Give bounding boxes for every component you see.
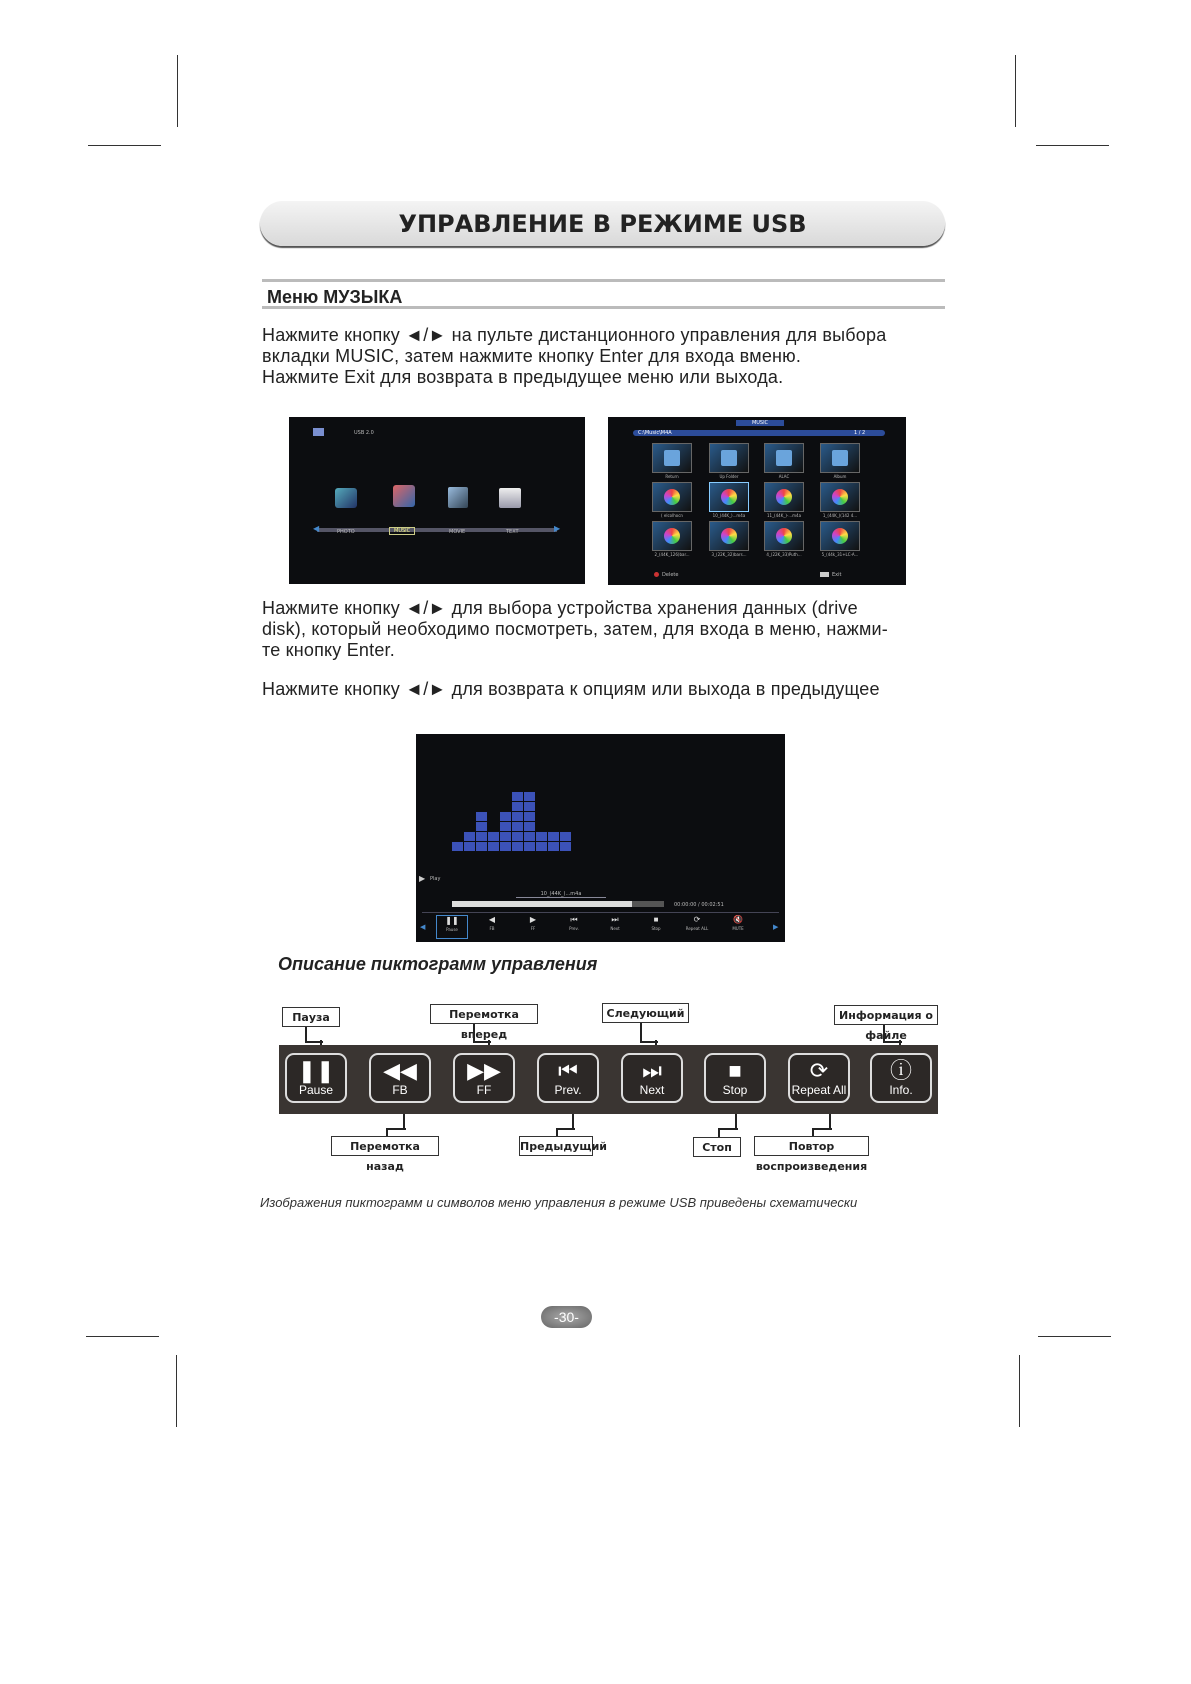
file-tile-label: 4_(22K_33)Puth... [766, 552, 802, 557]
play-icon: ▶ [419, 874, 426, 883]
paragraph-line: Нажмите кнопку ◄/► на пульте дистанционного управления для выбора [262, 325, 887, 345]
control-icon: ◀ [488, 915, 496, 924]
fast-forward-icon: ▶▶ [467, 1058, 501, 1083]
music-file-icon [832, 489, 848, 505]
control-label: MUTE [732, 926, 744, 931]
eq-block [524, 812, 535, 821]
repeat-icon: ⟳ [809, 1058, 829, 1083]
eq-block [524, 802, 535, 811]
browser-tab-label: MUSIC [736, 420, 784, 426]
tab-photo[interactable]: PHOTO [337, 529, 355, 535]
music-icon [393, 485, 415, 507]
eq-block [560, 842, 571, 851]
info-icon: ⓘ [889, 1058, 912, 1083]
button-label: Repeat All [791, 1083, 847, 1097]
button-label: Next [639, 1083, 665, 1097]
file-name: 10_(44K_)...m4a [516, 891, 606, 898]
player-control[interactable] [477, 915, 507, 937]
file-tile-label: Up Folder [719, 474, 739, 479]
control-icon: ❚❚ [445, 916, 459, 925]
music-file-icon [776, 528, 792, 544]
delete-label: Delete [662, 572, 679, 578]
ff-button[interactable] [453, 1053, 515, 1103]
file-tile[interactable] [764, 521, 804, 551]
control-label: Next [610, 926, 620, 931]
paragraph-line: те кнопку Enter. [262, 640, 395, 660]
eq-block [524, 842, 535, 851]
usb-icon [313, 428, 324, 436]
right-arrow-icon[interactable]: ▶ [554, 524, 561, 533]
eq-block [560, 832, 571, 841]
source-label: USB 2.0 [354, 430, 374, 436]
info-button[interactable] [870, 1053, 932, 1103]
file-tile-label: Album [833, 474, 847, 479]
eq-block [536, 842, 547, 851]
control-label: Pause [446, 927, 458, 932]
exit-icon[interactable] [820, 572, 829, 577]
control-label: Repeat ALL [685, 926, 709, 931]
photo-icon [335, 488, 357, 508]
text-icon [499, 488, 521, 508]
status-label: Play [430, 876, 441, 882]
callout-ff: Перемотка вперед [430, 1004, 538, 1024]
file-tile[interactable] [820, 443, 860, 473]
crop-mark [86, 1336, 159, 1337]
callout-pause: Пауза [282, 1007, 340, 1027]
crop-mark [1038, 1336, 1111, 1337]
progress-fill [452, 901, 632, 907]
tab-movie[interactable]: MOVIE [449, 529, 466, 535]
control-label: Prev. [569, 926, 579, 931]
file-tile[interactable] [652, 482, 692, 512]
control-icon: ⏮ [570, 915, 578, 924]
file-tile-label: 2_(44K_126)bar... [654, 552, 690, 557]
eq-block [512, 792, 523, 801]
paragraph-line: Нажмите кнопку ◄/► для выбора устройства хранения данных (drive [262, 598, 858, 618]
skip-back-icon: ⏮ [558, 1058, 578, 1083]
file-tile[interactable] [709, 521, 749, 551]
stop-icon: ■ [728, 1058, 742, 1083]
page-number: -30- [541, 1306, 592, 1328]
instruction-paragraph-3: Нажмите кнопку ◄/► для возврата к опциям или выхода в предыдущее [262, 679, 880, 699]
screenshot-music-player [416, 734, 785, 942]
control-icon: ⟳ [693, 915, 701, 924]
player-control[interactable] [600, 915, 630, 937]
page-indicator: 1 / 2 [854, 430, 866, 436]
left-arrow-icon[interactable]: ◀ [420, 924, 426, 931]
eq-block [464, 832, 475, 841]
paragraph-line: disk), который необходимо посмотреть, затем, для входа в меню, нажми- [262, 619, 888, 639]
eq-block [512, 832, 523, 841]
music-file-icon [776, 489, 792, 505]
callout-stop: Стоп [693, 1137, 741, 1157]
player-control[interactable] [723, 915, 753, 937]
pause-icon: ❚❚ [297, 1058, 335, 1083]
callout-repeat: Повтор воспроизведения [754, 1136, 869, 1156]
file-tile-label: Return [665, 474, 679, 479]
next-button[interactable] [621, 1053, 683, 1103]
control-label: Stop [651, 926, 661, 931]
crop-mark [176, 1355, 177, 1427]
callout-info: Информация о файле [834, 1005, 938, 1025]
eq-block [500, 812, 511, 821]
button-label: FF [476, 1083, 492, 1097]
button-label: Pause [298, 1083, 334, 1097]
instruction-paragraph-1 [262, 325, 952, 388]
crop-mark [177, 55, 178, 127]
movie-icon [448, 487, 468, 508]
file-tile[interactable] [820, 482, 860, 512]
paragraph-line: Нажмите Exit для возврата в предыдущее меню или выхода. [262, 367, 784, 387]
time-display: 00:00:00 / 00:02:51 [674, 902, 724, 908]
control-label: FF [530, 926, 536, 931]
file-tile-label: 3_(22K_32)bars... [711, 552, 747, 557]
eq-block [476, 842, 487, 851]
button-label: Stop [722, 1083, 748, 1097]
button-label: Info. [889, 1083, 913, 1097]
music-file-icon [721, 528, 737, 544]
fb-button[interactable] [369, 1053, 431, 1103]
eq-block [488, 832, 499, 841]
skip-forward-icon: ⏭ [642, 1058, 662, 1083]
file-tile-label: 1_(44K_)(142 4... [822, 513, 858, 518]
file-tile[interactable] [652, 443, 692, 473]
tab-music[interactable]: MUSIC [389, 527, 415, 535]
page-title: УПРАВЛЕНИЕ В РЕЖИМЕ USB [260, 201, 945, 246]
callout-fb: Перемотка назад [331, 1136, 439, 1156]
paragraph-line: вкладки MUSIC, затем нажмите кнопку Enter для входа вменю. [262, 346, 802, 366]
icon-bar [279, 1045, 938, 1114]
eq-block [536, 832, 547, 841]
player-control[interactable] [436, 915, 468, 939]
path-label: C:\Music\M4A [638, 430, 672, 436]
player-control[interactable] [559, 915, 589, 937]
button-label: FB [392, 1083, 408, 1097]
eq-block [476, 822, 487, 831]
file-tile[interactable] [652, 521, 692, 551]
eq-block [500, 822, 511, 831]
crop-mark [1019, 1355, 1020, 1427]
eq-block [512, 812, 523, 821]
eq-block [548, 842, 559, 851]
instruction-paragraph-2 [262, 598, 952, 661]
eq-block [548, 832, 559, 841]
section-title: Меню МУЗЫКА [262, 279, 945, 309]
file-tile[interactable] [709, 482, 749, 512]
left-arrow-icon[interactable]: ◀ [313, 524, 320, 533]
control-icon: ▶ [529, 915, 537, 924]
stop-button[interactable] [704, 1053, 766, 1103]
file-tile-label: 10_(44K_)...m4a [712, 513, 746, 518]
file-tile[interactable] [709, 443, 749, 473]
crop-mark [88, 145, 161, 146]
crop-mark [1036, 145, 1109, 146]
eq-block [476, 812, 487, 821]
player-control[interactable] [641, 915, 671, 937]
button-label: Prev. [554, 1083, 582, 1097]
repeat-all-button[interactable] [788, 1053, 850, 1103]
music-file-icon [664, 489, 680, 505]
music-file-icon [664, 528, 680, 544]
folder-icon [776, 450, 792, 466]
file-tile[interactable] [764, 443, 804, 473]
exit-label: Exit [832, 572, 842, 578]
eq-block [488, 842, 499, 851]
eq-block [512, 802, 523, 811]
screenshot-main-menu [289, 417, 585, 584]
player-control[interactable] [682, 915, 712, 937]
file-tile-label: 5_(44k_31+LC-A... [821, 552, 859, 557]
player-control[interactable] [518, 915, 548, 937]
control-icon: 🔇 [733, 915, 743, 924]
delete-icon[interactable] [654, 572, 659, 577]
file-tile-label: 11_(44K_)-...m4a [766, 513, 802, 518]
right-arrow-icon[interactable]: ▶ [773, 924, 779, 931]
rewind-icon: ◀◀ [383, 1058, 417, 1083]
callout-next: Следующий [602, 1003, 689, 1023]
eq-block [524, 832, 535, 841]
control-label: FB [489, 926, 495, 931]
eq-block [500, 832, 511, 841]
footer-note: Изображения пиктограмм и символов меню управления в режиме USB приведены схематически [260, 1195, 858, 1210]
eq-block [464, 842, 475, 851]
icons-heading: Описание пиктограмм управления [278, 954, 598, 974]
prev-button[interactable] [537, 1053, 599, 1103]
tab-text[interactable]: TEXT [506, 529, 519, 535]
music-file-icon [832, 528, 848, 544]
music-file-icon [721, 489, 737, 505]
callout-prev: Предыдущий [519, 1136, 593, 1156]
eq-block [452, 842, 463, 851]
eq-block [512, 842, 523, 851]
up-folder-icon [721, 450, 737, 466]
screenshot-file-browser [608, 417, 906, 585]
eq-block [524, 792, 535, 801]
eq-block [500, 842, 511, 851]
file-tile[interactable] [820, 521, 860, 551]
file-tile-label: ( elcolhocn [661, 513, 683, 518]
return-icon [664, 450, 680, 466]
control-icon: ⏭ [611, 915, 619, 924]
control-icon: ■ [653, 915, 659, 924]
pause-button[interactable] [285, 1053, 347, 1103]
folder-icon [832, 450, 848, 466]
file-tile-label: ALAC [778, 474, 790, 479]
eq-block [524, 822, 535, 831]
progress-track [452, 901, 664, 907]
crop-mark [1015, 55, 1016, 127]
file-tile[interactable] [764, 482, 804, 512]
eq-block [476, 832, 487, 841]
eq-block [512, 822, 523, 831]
